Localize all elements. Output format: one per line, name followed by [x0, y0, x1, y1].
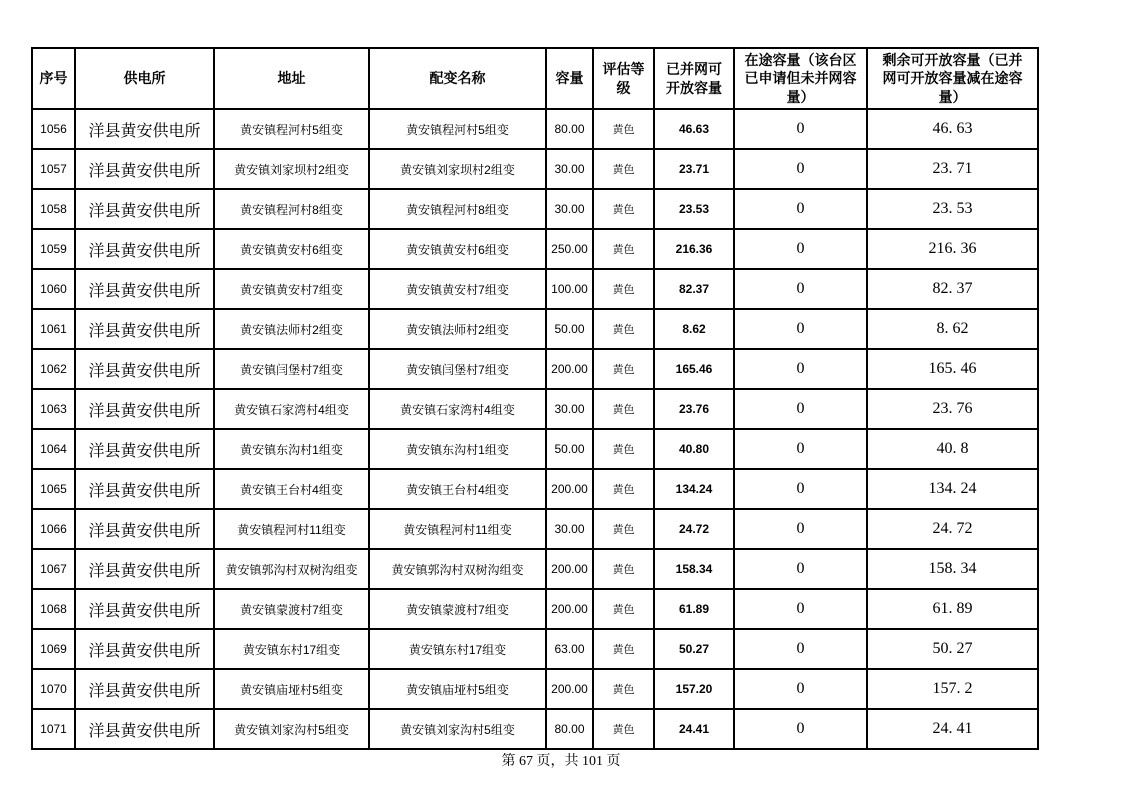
cell-open-capacity: 40.80	[654, 429, 734, 469]
cell-seq: 1059	[32, 229, 75, 269]
cell-capacity: 50.00	[546, 309, 593, 349]
cell-transformer-name: 黄安镇闫堡村7组变	[369, 349, 546, 389]
cell-grade: 黄色	[593, 469, 654, 509]
cell-transit-capacity: 0	[734, 389, 867, 429]
table-row	[32, 109, 1038, 149]
cell-address: 黄安镇程河村11组变	[214, 509, 369, 549]
cell-address: 黄安镇法师村2组变	[214, 309, 369, 349]
cell-grade: 黄色	[593, 189, 654, 229]
cell-transformer-name: 黄安镇程河村8组变	[369, 189, 546, 229]
cell-capacity: 100.00	[546, 269, 593, 309]
cell-transit-capacity: 0	[734, 189, 867, 229]
cell-grade: 黄色	[593, 589, 654, 629]
cell-station: 洋县黄安供电所	[75, 509, 214, 549]
cell-remaining-capacity: 46. 63	[867, 109, 1038, 149]
table-row	[32, 509, 1038, 549]
cell-address: 黄安镇蒙渡村7组变	[214, 589, 369, 629]
cell-station: 洋县黄安供电所	[75, 669, 214, 709]
cell-station: 洋县黄安供电所	[75, 709, 214, 749]
cell-seq: 1070	[32, 669, 75, 709]
col-header-open-capacity: 已并网可开放容量	[654, 48, 734, 109]
cell-address: 黄安镇黄安村7组变	[214, 269, 369, 309]
cell-open-capacity: 24.72	[654, 509, 734, 549]
cell-transformer-name: 黄安镇刘家坝村2组变	[369, 149, 546, 189]
cell-transformer-name: 黄安镇刘家沟村5组变	[369, 709, 546, 749]
table-row	[32, 429, 1038, 469]
cell-seq: 1065	[32, 469, 75, 509]
cell-seq: 1058	[32, 189, 75, 229]
table-row	[32, 549, 1038, 589]
cell-address: 黄安镇东沟村1组变	[214, 429, 369, 469]
cell-address: 黄安镇庙垭村5组变	[214, 669, 369, 709]
cell-transit-capacity: 0	[734, 629, 867, 669]
cell-grade: 黄色	[593, 629, 654, 669]
cell-remaining-capacity: 157. 2	[867, 669, 1038, 709]
cell-open-capacity: 23.53	[654, 189, 734, 229]
cell-remaining-capacity: 158. 34	[867, 549, 1038, 589]
cell-remaining-capacity: 61. 89	[867, 589, 1038, 629]
cell-remaining-capacity: 24. 41	[867, 709, 1038, 749]
cell-transit-capacity: 0	[734, 669, 867, 709]
cell-address: 黄安镇郭沟村双树沟组变	[214, 549, 369, 589]
cell-seq: 1063	[32, 389, 75, 429]
cell-transformer-name: 黄安镇法师村2组变	[369, 309, 546, 349]
cell-seq: 1067	[32, 549, 75, 589]
cell-address: 黄安镇刘家沟村5组变	[214, 709, 369, 749]
col-header-station: 供电所	[75, 48, 214, 109]
cell-remaining-capacity: 23. 53	[867, 189, 1038, 229]
cell-seq: 1060	[32, 269, 75, 309]
cell-capacity: 200.00	[546, 469, 593, 509]
cell-open-capacity: 82.37	[654, 269, 734, 309]
cell-grade: 黄色	[593, 109, 654, 149]
cell-grade: 黄色	[593, 149, 654, 189]
cell-transformer-name: 黄安镇王台村4组变	[369, 469, 546, 509]
cell-station: 洋县黄安供电所	[75, 549, 214, 589]
cell-transit-capacity: 0	[734, 149, 867, 189]
cell-remaining-capacity: 50. 27	[867, 629, 1038, 669]
cell-transformer-name: 黄安镇郭沟村双树沟组变	[369, 549, 546, 589]
cell-address: 黄安镇东村17组变	[214, 629, 369, 669]
table-body	[32, 109, 1038, 749]
cell-transformer-name: 黄安镇程河村5组变	[369, 109, 546, 149]
cell-grade: 黄色	[593, 229, 654, 269]
cell-address: 黄安镇程河村8组变	[214, 189, 369, 229]
cell-station: 洋县黄安供电所	[75, 389, 214, 429]
col-header-remaining-capacity: 剩余可开放容量（已并网可开放容量减在途容量）	[867, 48, 1038, 109]
table-row	[32, 669, 1038, 709]
cell-transit-capacity: 0	[734, 269, 867, 309]
cell-remaining-capacity: 8. 62	[867, 309, 1038, 349]
cell-capacity: 200.00	[546, 589, 593, 629]
cell-capacity: 30.00	[546, 189, 593, 229]
cell-address: 黄安镇黄安村6组变	[214, 229, 369, 269]
cell-transformer-name: 黄安镇黄安村6组变	[369, 229, 546, 269]
cell-open-capacity: 157.20	[654, 669, 734, 709]
cell-capacity: 200.00	[546, 669, 593, 709]
table-row	[32, 389, 1038, 429]
cell-capacity: 30.00	[546, 389, 593, 429]
cell-open-capacity: 23.71	[654, 149, 734, 189]
cell-open-capacity: 46.63	[654, 109, 734, 149]
cell-transit-capacity: 0	[734, 309, 867, 349]
table-row	[32, 189, 1038, 229]
cell-transformer-name: 黄安镇黄安村7组变	[369, 269, 546, 309]
cell-transformer-name: 黄安镇程河村11组变	[369, 509, 546, 549]
cell-transformer-name: 黄安镇蒙渡村7组变	[369, 589, 546, 629]
cell-seq: 1069	[32, 629, 75, 669]
page-footer: 第 67 页，共 101 页	[501, 754, 621, 769]
cell-transit-capacity: 0	[734, 589, 867, 629]
cell-grade: 黄色	[593, 549, 654, 589]
table-row	[32, 229, 1038, 269]
cell-grade: 黄色	[593, 349, 654, 389]
cell-open-capacity: 61.89	[654, 589, 734, 629]
cell-grade: 黄色	[593, 309, 654, 349]
table-row	[32, 269, 1038, 309]
cell-seq: 1062	[32, 349, 75, 389]
table-row	[32, 469, 1038, 509]
col-header-address: 地址	[214, 48, 369, 109]
cell-capacity: 50.00	[546, 429, 593, 469]
cell-station: 洋县黄安供电所	[75, 429, 214, 469]
cell-remaining-capacity: 165. 46	[867, 349, 1038, 389]
table-row	[32, 589, 1038, 629]
col-header-grade: 评估等级	[593, 48, 654, 109]
cell-seq: 1064	[32, 429, 75, 469]
header-row	[32, 48, 1038, 109]
cell-capacity: 30.00	[546, 149, 593, 189]
col-header-seq: 序号	[32, 48, 75, 109]
cell-remaining-capacity: 23. 71	[867, 149, 1038, 189]
cell-capacity: 80.00	[546, 709, 593, 749]
cell-station: 洋县黄安供电所	[75, 269, 214, 309]
cell-station: 洋县黄安供电所	[75, 109, 214, 149]
cell-transit-capacity: 0	[734, 509, 867, 549]
cell-transformer-name: 黄安镇石家湾村4组变	[369, 389, 546, 429]
table-row	[32, 629, 1038, 669]
cell-address: 黄安镇石家湾村4组变	[214, 389, 369, 429]
cell-open-capacity: 134.24	[654, 469, 734, 509]
cell-capacity: 250.00	[546, 229, 593, 269]
cell-seq: 1056	[32, 109, 75, 149]
cell-remaining-capacity: 134. 24	[867, 469, 1038, 509]
cell-station: 洋县黄安供电所	[75, 629, 214, 669]
cell-grade: 黄色	[593, 269, 654, 309]
cell-remaining-capacity: 82. 37	[867, 269, 1038, 309]
cell-transformer-name: 黄安镇东沟村1组变	[369, 429, 546, 469]
cell-station: 洋县黄安供电所	[75, 589, 214, 629]
cell-open-capacity: 23.76	[654, 389, 734, 429]
cell-grade: 黄色	[593, 509, 654, 549]
cell-capacity: 63.00	[546, 629, 593, 669]
col-header-transit-capacity: 在途容量（该台区已申请但未并网容量）	[734, 48, 867, 109]
cell-station: 洋县黄安供电所	[75, 149, 214, 189]
cell-station: 洋县黄安供电所	[75, 189, 214, 229]
cell-open-capacity: 165.46	[654, 349, 734, 389]
cell-open-capacity: 158.34	[654, 549, 734, 589]
cell-transit-capacity: 0	[734, 469, 867, 509]
cell-capacity: 200.00	[546, 549, 593, 589]
cell-transit-capacity: 0	[734, 109, 867, 149]
table-row	[32, 149, 1038, 189]
capacity-table	[31, 47, 1039, 750]
table-row	[32, 709, 1038, 749]
cell-remaining-capacity: 216. 36	[867, 229, 1038, 269]
cell-capacity: 30.00	[546, 509, 593, 549]
cell-remaining-capacity: 23. 76	[867, 389, 1038, 429]
cell-seq: 1068	[32, 589, 75, 629]
cell-transit-capacity: 0	[734, 349, 867, 389]
cell-transformer-name: 黄安镇庙垭村5组变	[369, 669, 546, 709]
cell-open-capacity: 8.62	[654, 309, 734, 349]
cell-grade: 黄色	[593, 389, 654, 429]
cell-open-capacity: 50.27	[654, 629, 734, 669]
cell-station: 洋县黄安供电所	[75, 469, 214, 509]
cell-transit-capacity: 0	[734, 709, 867, 749]
cell-transit-capacity: 0	[734, 549, 867, 589]
cell-address: 黄安镇程河村5组变	[214, 109, 369, 149]
cell-address: 黄安镇闫堡村7组变	[214, 349, 369, 389]
cell-remaining-capacity: 40. 8	[867, 429, 1038, 469]
cell-address: 黄安镇刘家坝村2组变	[214, 149, 369, 189]
cell-station: 洋县黄安供电所	[75, 309, 214, 349]
cell-grade: 黄色	[593, 429, 654, 469]
cell-grade: 黄色	[593, 669, 654, 709]
col-header-capacity: 容量	[546, 48, 593, 109]
cell-seq: 1057	[32, 149, 75, 189]
cell-transformer-name: 黄安镇东村17组变	[369, 629, 546, 669]
table-row	[32, 349, 1038, 389]
cell-transit-capacity: 0	[734, 429, 867, 469]
cell-remaining-capacity: 24. 72	[867, 509, 1038, 549]
cell-capacity: 80.00	[546, 109, 593, 149]
table-row	[32, 309, 1038, 349]
cell-seq: 1071	[32, 709, 75, 749]
cell-seq: 1061	[32, 309, 75, 349]
cell-capacity: 200.00	[546, 349, 593, 389]
cell-open-capacity: 216.36	[654, 229, 734, 269]
cell-station: 洋县黄安供电所	[75, 229, 214, 269]
cell-seq: 1066	[32, 509, 75, 549]
cell-address: 黄安镇王台村4组变	[214, 469, 369, 509]
cell-station: 洋县黄安供电所	[75, 349, 214, 389]
cell-transit-capacity: 0	[734, 229, 867, 269]
col-header-transformer-name: 配变名称	[369, 48, 546, 109]
cell-open-capacity: 24.41	[654, 709, 734, 749]
cell-grade: 黄色	[593, 709, 654, 749]
